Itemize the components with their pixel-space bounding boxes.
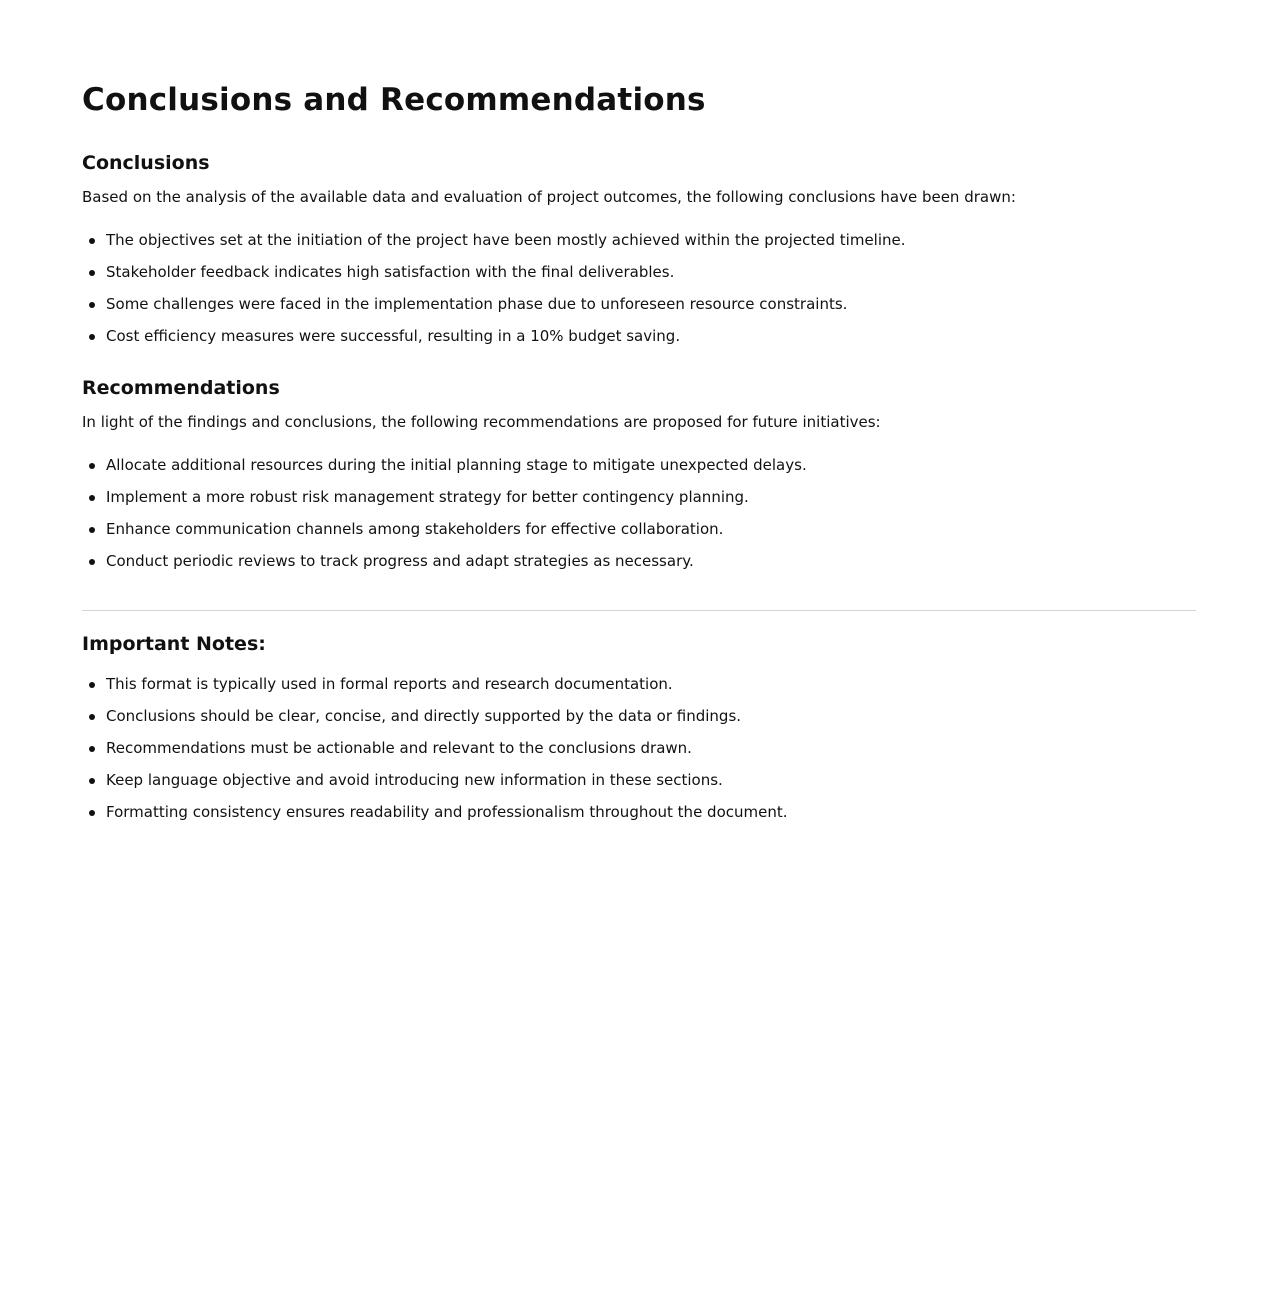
- page-title: Conclusions and Recommendations: [82, 82, 706, 118]
- notes-heading: Important Notes:: [82, 633, 266, 655]
- recommendations-list: [82, 455, 1196, 571]
- list-item: This format is typically used in formal reports and research documentation.: [82, 674, 1196, 694]
- list-item: Keep language objective and avoid introducing new information in these sections.: [82, 770, 1196, 790]
- list-item: Cost efficiency measures were successful, resulting in a 10% budget saving.: [82, 326, 1196, 346]
- list-item: Enhance communication channels among stakeholders for effective collaboration.: [82, 519, 1196, 539]
- conclusions-list: [82, 230, 1196, 346]
- list-item: Allocate additional resources during the initial planning stage to mitigate unexpected delays.: [82, 455, 1196, 475]
- conclusions-intro: Based on the analysis of the available data and evaluation of project outcomes, the following conclusions have been drawn:: [82, 188, 1016, 206]
- notes-list: [82, 674, 1196, 822]
- conclusions-section: [82, 151, 1196, 346]
- list-item: Formatting consistency ensures readability and professionalism throughout the document.: [82, 802, 1196, 822]
- recommendations-heading: Recommendations: [82, 377, 280, 399]
- list-item: Conduct periodic reviews to track progress and adapt strategies as necessary.: [82, 551, 1196, 571]
- list-item: Some challenges were faced in the implementation phase due to unforeseen resource constraints.: [82, 294, 1196, 314]
- conclusions-heading: Conclusions: [82, 152, 210, 174]
- recommendations-intro: In light of the findings and conclusions, the following recommendations are proposed for future initiatives:: [82, 413, 881, 431]
- notes-section: [82, 632, 1196, 822]
- recommendations-section: [82, 376, 1196, 571]
- list-item: The objectives set at the initiation of the project have been mostly achieved within the projected timeline.: [82, 230, 1196, 250]
- list-item: Stakeholder feedback indicates high satisfaction with the final deliverables.: [82, 262, 1196, 282]
- list-item: Conclusions should be clear, concise, and directly supported by the data or findings.: [82, 706, 1196, 726]
- list-item: Implement a more robust risk management strategy for better contingency planning.: [82, 487, 1196, 507]
- section-divider: [82, 610, 1196, 611]
- list-item: Recommendations must be actionable and relevant to the conclusions drawn.: [82, 738, 1196, 758]
